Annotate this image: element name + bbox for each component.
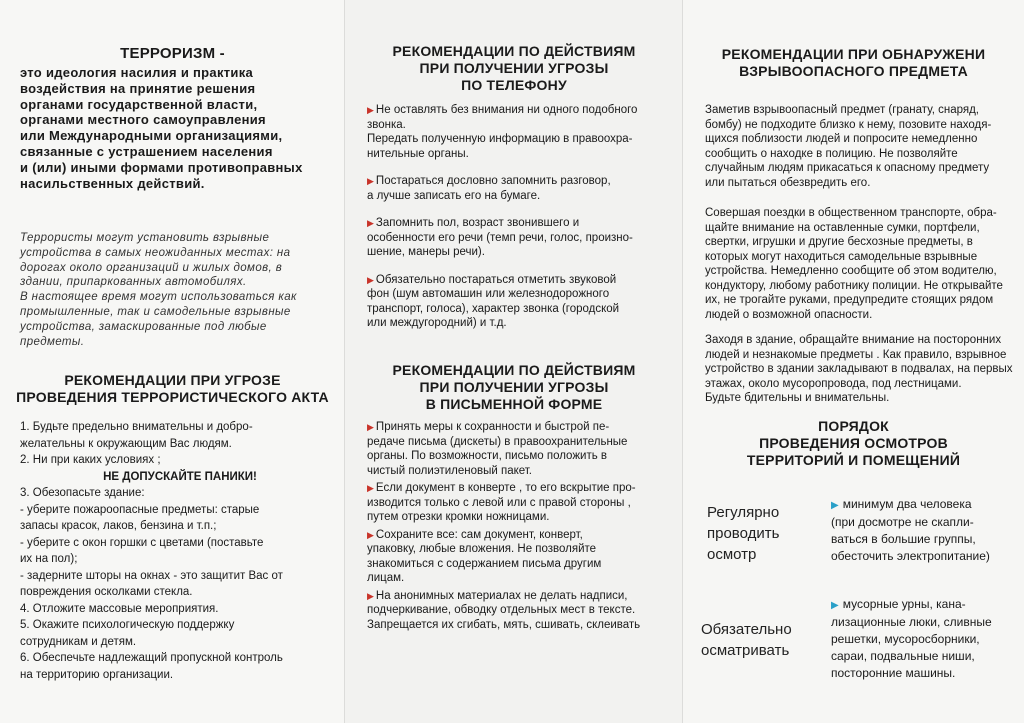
list-line: их на пол); <box>20 553 78 565</box>
item-text: Не оставлять без внимания ни одного подобного <box>375 104 638 116</box>
definition-line: или Международными организациями, <box>20 128 283 144</box>
item-text: Принять меры к сохранности и быстрой пе- <box>375 421 610 433</box>
para-line: Совершая поездки в общественном транспорте, обра- <box>705 207 997 219</box>
item-text: Запрещается их сгибать, мять, сшивать, склеивать <box>367 618 641 631</box>
list-line: - задерните шторы на окнах - это защитит Вас от <box>20 569 283 582</box>
bullet-arrow-icon: ▶ <box>367 105 374 115</box>
bullet-arrow-icon: ▶ <box>367 218 374 228</box>
definition-line: воздействия на принятие решения <box>20 80 256 96</box>
italic-line: промышленные, так и самодельные взрывные <box>20 305 291 318</box>
bullet-arrow-icon: ▶ <box>831 500 839 511</box>
heading-line: ПО ТЕЛЕФОНУ <box>461 77 567 93</box>
threat-list <box>20 419 340 683</box>
list-line: запасы красок, лаков, бензина и т.п.; <box>20 520 217 532</box>
italic-line: дорогах около организаций и жилых домов, в <box>20 261 283 274</box>
letter-items <box>367 420 677 635</box>
definition-line: связанные с устрашением населения <box>20 143 273 159</box>
item-text: Запомнить пол, возраст звонившего и <box>375 217 580 229</box>
para-line: которых могут находиться самодельные взрывные <box>705 250 978 263</box>
item-text: путем отрезки кромки ножницами. <box>367 511 550 523</box>
heading-line: РЕКОМЕНДАЦИИ ПО ДЕЙСТВИЯМ <box>392 362 636 378</box>
italic-line: здании, припаркованных автомобилях. <box>20 276 247 289</box>
heading-line: ПРИ ПОЛУЧЕНИИ УГРОЗЫ <box>419 379 609 395</box>
row-text-line: посторонние машины. <box>831 666 956 680</box>
list-item <box>367 174 677 203</box>
list-item <box>367 103 677 161</box>
row2-label <box>701 619 831 661</box>
item-text: изводится только с левой или с правой стороны , <box>367 496 631 509</box>
row-text-line: сараи, подвальные ниши, <box>831 649 975 663</box>
row-text-line: обесточить электропитание) <box>831 549 990 563</box>
italic-line: В настоящее время могут использоваться как <box>20 291 297 304</box>
heading-line: РЕКОМЕНДАЦИИ ПРИ ОБНАРУЖЕНИ <box>721 46 986 62</box>
row-text-line: минимум два человека <box>842 497 972 511</box>
heading-line: ПРОВЕДЕНИЯ ОСМОТРОВ <box>759 435 948 451</box>
row2-text <box>831 596 1021 682</box>
bullet-arrow-icon: ▶ <box>367 529 374 540</box>
label-line: Обязательно <box>701 621 792 638</box>
item-text: фон (шум автомашин или железнодорожного <box>367 288 610 300</box>
item-text: нительные органы. <box>367 147 469 160</box>
bullet-arrow-icon: ▶ <box>367 483 374 493</box>
para-line: людей и незнакомые предметы . Как правило, взрывное <box>705 348 1007 361</box>
item-text: подчеркивание, обводку отдельных мест в тексте. <box>367 604 636 616</box>
item-text: редаче письма (дискеты) в правоохранительные <box>367 435 628 448</box>
explosive-para-3 <box>705 333 1020 406</box>
para-line: Заметив взрывоопасный предмет (гранату, снаряд, <box>705 104 980 116</box>
list-item <box>367 273 677 331</box>
label-line: осмотр <box>707 546 757 563</box>
explosive-para-2 <box>705 206 1020 322</box>
label-line: Регулярно <box>707 504 780 521</box>
definition-line: и (или) иными формами противоправных <box>20 159 303 175</box>
list-line: 2. Ни при каких условиях ; <box>20 454 161 466</box>
bullet-arrow-icon: ▶ <box>367 590 374 601</box>
para-line: случайным людям прикасаться к опасному предмету <box>705 162 990 174</box>
terrorism-title <box>0 45 345 62</box>
item-text: Обязательно постараться отметить звуковой <box>375 273 617 286</box>
column-1 <box>0 0 345 723</box>
item-text: транспорт, голоса), характер звонка (городской <box>367 302 620 315</box>
list-line: 3. Обезопасьте здание: <box>20 487 145 499</box>
column-3 <box>683 0 1024 723</box>
phone-items <box>367 103 677 344</box>
list-line: 4. Отложите массовые мероприятия. <box>20 602 219 615</box>
para-line: щихся поблизости людей и попросите немедленно <box>705 133 978 145</box>
phone-title <box>345 43 683 94</box>
label-line: проводить <box>707 525 780 542</box>
item-text: знакомиться с содержанием письма другим <box>367 557 602 570</box>
definition-line: это идеология насилия и практика <box>20 65 254 80</box>
list-line: сотрудникам и детям. <box>20 635 137 648</box>
row-text-line: решетки, мусоросборники, <box>831 632 980 646</box>
list-line: желательны к окружающим Вас людям. <box>20 437 232 450</box>
item-text: органы. По возможности, письмо положить в <box>367 450 608 462</box>
heading-line: РЕКОМЕНДАЦИИ ПО ДЕЙСТВИЯМ <box>392 43 636 59</box>
row-text-line: ваться в большие группы, <box>831 532 976 546</box>
definition-line: насильственных действий. <box>20 175 205 191</box>
list-line: 5. Окажите психологическую поддержку <box>20 619 235 631</box>
item-text: чистый полиэтиленовый пакет. <box>367 464 532 477</box>
list-line: на территорию организации. <box>20 668 174 681</box>
item-text: Если документ в конверте , то его вскрытие про- <box>375 482 636 494</box>
heading-line: ПОРЯДОК <box>818 418 889 434</box>
list-item <box>367 589 677 633</box>
heading-line: ВЗРЫВООПАСНОГО ПРЕДМЕТА <box>739 63 968 79</box>
list-line: 6. Обеспечьте надлежащий пропускной контроль <box>20 652 283 664</box>
heading-line: В ПИСЬМЕННОЙ ФОРМЕ <box>425 396 603 412</box>
explosive-title <box>683 46 1024 80</box>
bullet-arrow-icon: ▶ <box>831 600 839 611</box>
item-text: звонка. <box>367 118 406 131</box>
para-line: их, не трогайте руками, предупредите стоящих рядом <box>705 294 994 306</box>
letter-title <box>345 362 683 413</box>
row1-label <box>707 502 827 565</box>
para-line: свертки, игрушки и другие бесхозные предметы, в <box>705 236 973 248</box>
list-item <box>367 528 677 586</box>
item-text: Постараться дословно запомнить разговор, <box>375 175 611 187</box>
bullet-arrow-icon: ▶ <box>367 274 374 285</box>
para-line: сообщить о находке в полицию. Не позволяйте <box>705 147 958 160</box>
list-item <box>367 420 677 478</box>
italic-line: устройства в самых неожиданных местах: на <box>20 246 291 259</box>
item-text: или междугородний) и т.д. <box>367 317 507 329</box>
item-text: особенности его речи (темп речи, голос, произно- <box>367 231 633 244</box>
item-text: лицам. <box>367 572 405 584</box>
column-2 <box>345 0 683 723</box>
definition-line: органами государственной власти, <box>20 96 258 112</box>
para-line: Будьте бдительны и внимательны. <box>705 392 890 404</box>
para-line: устройство в здании закладывают в подвалах, на первых <box>705 363 1013 375</box>
para-line: щайте внимание на оставленные сумки, портфели, <box>705 221 980 234</box>
heading-line: ТЕРРИТОРИЙ И ПОМЕЩЕНИЙ <box>746 452 961 468</box>
row-text-line: (при досмотре не скапли- <box>831 515 974 529</box>
item-text: а лучше записать его на бумаге. <box>367 189 541 202</box>
list-line: 1. Будьте предельно внимательны и добро- <box>20 421 253 433</box>
item-text: упаковку, любые вложения. Не позволяйте <box>367 543 597 555</box>
para-line: этажах, около мусоропровода, под лестницами. <box>705 377 962 390</box>
item-text: шение, манеры речи). <box>367 246 485 258</box>
title-text: ТЕРРОРИЗМ - <box>120 45 225 62</box>
list-item <box>367 481 677 525</box>
bullet-arrow-icon: ▶ <box>367 176 374 186</box>
heading-line: ПРОВЕДЕНИЯ ТЕРРОРИСТИЧЕСКОГО АКТА <box>16 389 329 405</box>
para-line: бомбу) не подходите близко к нему, позовите находя- <box>705 118 992 131</box>
order-title <box>683 418 1024 469</box>
para-line: устройства. Немедленно сообщите об этом водителю, <box>705 265 997 277</box>
row1-text <box>831 496 1021 565</box>
list-item <box>367 216 677 260</box>
list-line: - уберите с окон горшки с цветами (поставьте <box>20 536 264 549</box>
italic-line: предметы. <box>20 335 85 348</box>
bullet-arrow-icon: ▶ <box>367 422 374 432</box>
italic-line: устройства, замаскированные под любые <box>20 320 267 333</box>
heading-line: РЕКОМЕНДАЦИИ ПРИ УГРОЗЕ <box>64 372 281 388</box>
para-line: людей о возможной опасности. <box>705 308 873 321</box>
definition-line: органами местного самоуправления <box>20 112 266 128</box>
item-text: Передать полученную информацию в правоохра- <box>367 133 633 145</box>
definition <box>20 65 340 191</box>
italic-line: Террористы могут установить взрывные <box>20 232 270 244</box>
list-line: - уберите пожароопасные предметы: старые <box>20 503 260 516</box>
heading-line: ПРИ ПОЛУЧЕНИИ УГРОЗЫ <box>419 60 609 76</box>
item-text: На анонимных материалах не делать надписи, <box>375 589 628 602</box>
item-text: Сохраните все: сам документ, конверт, <box>375 528 583 541</box>
list-line: НЕ ДОПУСКАЙТЕ ПАНИКИ! <box>103 470 257 483</box>
para-line: кондуктору, любому работнику полиции. Не открывайте <box>705 279 1003 292</box>
list-line: повреждения осколками стекла. <box>20 586 193 598</box>
explosive-para-1 <box>705 103 1020 190</box>
para-line: Заходя в здание, обращайте внимание на посторонних <box>705 334 1002 346</box>
italic-warning <box>20 231 340 349</box>
row-text-line: мусорные урны, кана- <box>842 597 966 611</box>
row-text-line: лизационные люки, сливные <box>831 615 992 629</box>
section-title-threat <box>0 372 345 406</box>
para-line: или пытаться обезвредить его. <box>705 176 871 189</box>
label-line: осматривать <box>701 642 790 659</box>
